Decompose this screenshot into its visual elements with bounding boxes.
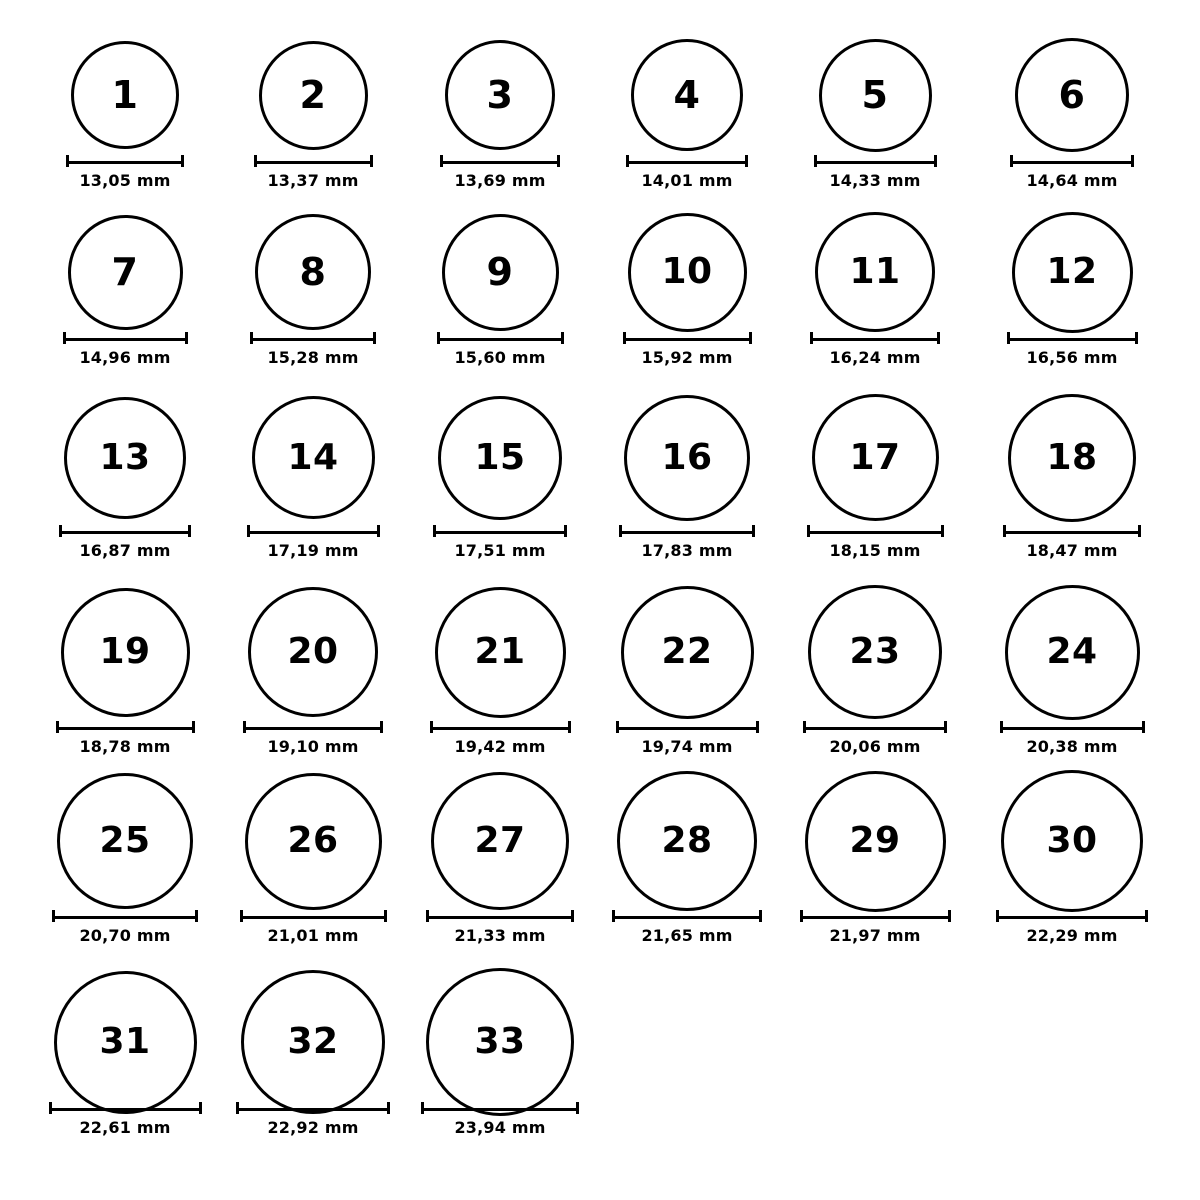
ring-circle [68,215,183,330]
measure-cap-right [387,1102,390,1114]
ring-diameter-label: 18,47 mm [1026,541,1118,560]
measure-line [66,161,184,164]
ring-circle [255,214,371,330]
ring-circle-wrap [621,583,754,721]
ring-size-number: 10 [661,251,713,292]
measure-cap-left [236,1102,239,1114]
ring-diameter-label: 16,24 mm [829,348,921,367]
measure-cap-left [1003,525,1006,537]
diameter-measure-bar [254,155,373,167]
ring-size-number: 14 [287,436,339,478]
diameter-measure-bar [440,155,560,167]
ring-size-number: 12 [1046,251,1098,292]
diameter-measure-bar [814,155,937,167]
measure-cap-left [807,525,810,537]
ring-size-cell [218,583,408,756]
ring-circle [1015,38,1129,152]
ring-circle [805,771,946,912]
ring-circle [631,39,743,151]
ring-circle-wrap [628,212,747,332]
ring-size-cell [780,390,970,560]
measure-line [803,727,947,730]
ring-circle-wrap [57,772,193,910]
ring-size-cell [405,583,595,756]
diameter-measure-bar [430,721,571,733]
ring-size-number: 21 [474,631,526,672]
ring-circle-wrap [438,390,562,525]
measure-cap-right [195,910,198,922]
ring-size-number: 27 [474,820,526,861]
ring-circle [252,396,375,519]
ring-circle [819,39,932,152]
measure-cap-left [1000,721,1003,733]
diameter-measure-bar [800,910,951,922]
ring-diameter-label: 17,51 mm [454,541,546,560]
ring-size-cell [30,390,220,560]
ring-circle [1012,212,1133,333]
measure-cap-left [810,332,813,344]
ring-circle-wrap [812,390,939,525]
ring-diameter-label: 19,10 mm [267,737,359,756]
measure-cap-left [623,332,626,344]
ring-circle-wrap [808,583,942,721]
ring-circle [431,772,569,910]
ring-circle-wrap [624,390,750,525]
ring-size-number: 2 [299,73,327,117]
measure-cap-right [752,525,755,537]
ring-diameter-label: 19,74 mm [641,737,733,756]
ring-size-cell [218,982,408,1137]
ring-size-number: 32 [287,1021,339,1062]
measure-cap-right [199,1102,202,1114]
diameter-measure-bar [243,721,383,733]
ring-circle-wrap [442,212,559,332]
ring-size-cell [218,212,408,367]
ring-circle [64,397,186,519]
diameter-measure-bar [250,332,376,344]
ring-size-number: 6 [1058,73,1086,117]
measure-cap-left [800,910,803,922]
ring-size-number: 17 [849,436,901,478]
ring-circle-wrap [252,390,375,525]
ring-diameter-label: 14,33 mm [829,171,921,190]
ring-size-cell [30,982,220,1137]
ring-size-cell [780,212,970,367]
ring-size-cell [405,772,595,945]
measure-cap-right [557,155,560,167]
diameter-measure-bar [623,332,752,344]
ring-diameter-label: 22,92 mm [267,1118,359,1137]
ring-circle-wrap [245,772,382,910]
measure-cap-left [626,155,629,167]
measure-cap-right [561,332,564,344]
measure-cap-right [568,721,571,733]
measure-cap-right [185,332,188,344]
ring-diameter-label: 14,96 mm [79,348,171,367]
diameter-measure-bar [240,910,387,922]
ring-size-number: 26 [287,820,339,861]
ring-diameter-label: 15,28 mm [267,348,359,367]
ring-size-number: 5 [861,73,889,117]
measure-line [243,727,383,730]
measure-line [236,1108,390,1111]
measure-cap-right [188,525,191,537]
ring-circle-wrap [819,35,932,155]
ring-diameter-label: 21,65 mm [641,926,733,945]
ring-circle [241,970,385,1114]
measure-cap-left [803,721,806,733]
ring-circle [71,41,179,149]
diameter-measure-bar [421,1102,579,1114]
measure-cap-right [377,525,380,537]
ring-size-cell [30,583,220,756]
measure-cap-right [745,155,748,167]
measure-line [254,161,373,164]
measure-line [810,338,940,341]
measure-cap-right [941,525,944,537]
measure-cap-right [384,910,387,922]
measure-cap-left [63,332,66,344]
ring-size-number: 22 [661,631,713,672]
measure-cap-right [937,332,940,344]
diameter-measure-bar [56,721,195,733]
measure-line [440,161,560,164]
measure-cap-left [616,721,619,733]
measure-line [250,338,376,341]
measure-cap-left [59,525,62,537]
measure-cap-right [1135,332,1138,344]
measure-cap-left [437,332,440,344]
ring-circle [812,394,939,521]
diameter-measure-bar [1010,155,1134,167]
ring-size-cell [592,212,782,367]
measure-line [437,338,564,341]
diameter-measure-bar [59,525,191,537]
ring-circle-wrap [1015,35,1129,155]
ring-circle-wrap [1005,583,1140,721]
ring-diameter-label: 20,70 mm [79,926,171,945]
ring-circle [621,586,754,719]
measure-cap-right [944,721,947,733]
ring-diameter-label: 18,15 mm [829,541,921,560]
ring-size-number: 24 [1046,631,1098,672]
ring-circle [259,41,368,150]
diameter-measure-bar [66,155,184,167]
ring-diameter-label: 16,87 mm [79,541,171,560]
ring-circle [54,971,197,1114]
diameter-measure-bar [49,1102,202,1114]
measure-cap-left [440,155,443,167]
ring-circle-wrap [815,212,935,332]
measure-cap-left [243,721,246,733]
ring-circle-wrap [54,982,197,1102]
ring-diameter-label: 17,19 mm [267,541,359,560]
measure-cap-left [814,155,817,167]
ring-circle-wrap [1008,390,1136,525]
ring-size-cell [405,35,595,190]
measure-cap-left [996,910,999,922]
measure-cap-left [1007,332,1010,344]
ring-circle-wrap [435,583,566,721]
ring-size-cell [30,212,220,367]
ring-size-number: 1 [111,73,139,117]
ring-circle [628,213,747,332]
measure-cap-left [49,1102,52,1114]
ring-size-number: 3 [486,73,514,117]
measure-line [626,161,748,164]
ring-size-cell [977,583,1167,756]
ring-size-number: 11 [849,251,901,292]
measure-line [421,1108,579,1111]
measure-cap-left [421,1102,424,1114]
ring-size-cell [977,35,1167,190]
ring-circle [815,212,935,332]
ring-circle-wrap [241,982,385,1102]
ring-circle-wrap [631,35,743,155]
ring-circle-wrap [255,212,371,332]
ring-diameter-label: 21,33 mm [454,926,546,945]
ring-size-cell [977,390,1167,560]
ring-diameter-label: 21,97 mm [829,926,921,945]
measure-line [996,916,1148,919]
ring-diameter-label: 21,01 mm [267,926,359,945]
measure-cap-right [749,332,752,344]
measure-line [623,338,752,341]
ring-diameter-label: 15,92 mm [641,348,733,367]
ring-circle-wrap [71,35,179,155]
ring-diameter-label: 13,69 mm [454,171,546,190]
ring-circle [1001,770,1143,912]
measure-cap-right [571,910,574,922]
ring-circle-wrap [617,772,757,910]
measure-cap-right [759,910,762,922]
ring-circle-wrap [445,35,555,155]
ring-diameter-label: 20,06 mm [829,737,921,756]
ring-size-number: 28 [661,820,713,861]
ring-size-number: 8 [299,250,327,294]
measure-line [814,161,937,164]
measure-line [616,727,759,730]
ring-circle [245,773,382,910]
measure-cap-left [240,910,243,922]
measure-line [1003,531,1141,534]
ring-size-number: 25 [99,820,151,861]
ring-circle [442,214,559,331]
ring-circle-wrap [1012,212,1133,332]
ring-diameter-label: 23,94 mm [454,1118,546,1137]
diameter-measure-bar [437,332,564,344]
ring-diameter-label: 20,38 mm [1026,737,1118,756]
ring-diameter-label: 16,56 mm [1026,348,1118,367]
measure-cap-left [1010,155,1013,167]
ring-circle-wrap [805,772,946,910]
ring-size-number: 23 [849,631,901,672]
measure-cap-right [1138,525,1141,537]
measure-cap-left [66,155,69,167]
diameter-measure-bar [1000,721,1145,733]
diameter-measure-bar [626,155,748,167]
ring-size-number: 9 [486,250,514,294]
measure-cap-right [192,721,195,733]
measure-line [800,916,951,919]
ring-size-number: 7 [111,250,139,294]
measure-cap-right [948,910,951,922]
ring-size-number: 19 [99,631,151,672]
diameter-measure-bar [810,332,940,344]
measure-line [52,916,198,919]
measure-cap-right [1145,910,1148,922]
measure-line [426,916,574,919]
measure-line [619,531,755,534]
ring-size-number: 33 [474,1021,526,1062]
ring-size-number: 4 [673,73,701,117]
ring-diameter-label: 22,61 mm [79,1118,171,1137]
ring-size-cell [592,390,782,560]
ring-circle-wrap [1001,772,1143,910]
ring-size-number: 30 [1046,820,1098,861]
ring-size-cell [218,772,408,945]
ring-size-number: 29 [849,820,901,861]
measure-cap-right [181,155,184,167]
measure-cap-left [56,721,59,733]
ring-circle-wrap [64,390,186,525]
diameter-measure-bar [807,525,944,537]
measure-cap-left [619,525,622,537]
measure-cap-left [247,525,250,537]
diameter-measure-bar [803,721,947,733]
ring-diameter-label: 19,42 mm [454,737,546,756]
ring-diameter-label: 14,01 mm [641,171,733,190]
measure-cap-left [612,910,615,922]
measure-cap-right [373,332,376,344]
measure-line [63,338,188,341]
diameter-measure-bar [1007,332,1138,344]
measure-cap-right [564,525,567,537]
measure-line [433,531,567,534]
ring-circle-wrap [426,982,574,1102]
ring-diameter-label: 22,29 mm [1026,926,1118,945]
measure-cap-right [934,155,937,167]
ring-size-cell [780,772,970,945]
ring-circle-wrap [68,212,183,332]
ring-diameter-label: 17,83 mm [641,541,733,560]
ring-circle [438,396,562,520]
ring-circle [624,395,750,521]
measure-cap-right [1131,155,1134,167]
diameter-measure-bar [236,1102,390,1114]
measure-line [430,727,571,730]
measure-cap-right [1142,721,1145,733]
ring-size-cell [218,390,408,560]
diameter-measure-bar [433,525,567,537]
measure-line [59,531,191,534]
measure-line [1007,338,1138,341]
ring-size-cell [30,35,220,190]
ring-diameter-label: 15,60 mm [454,348,546,367]
ring-size-number: 16 [661,436,713,478]
ring-size-cell [405,390,595,560]
measure-line [49,1108,202,1111]
ring-size-number: 31 [99,1021,151,1062]
ring-circle [57,773,193,909]
measure-cap-left [254,155,257,167]
ring-circle-wrap [259,35,368,155]
measure-line [1000,727,1145,730]
diameter-measure-bar [1003,525,1141,537]
ring-size-cell [977,772,1167,945]
ring-diameter-label: 14,64 mm [1026,171,1118,190]
ring-size-cell [780,583,970,756]
ring-size-cell [592,583,782,756]
ring-size-number: 13 [99,436,151,478]
measure-line [56,727,195,730]
ring-size-number: 15 [474,436,526,478]
measure-cap-left [430,721,433,733]
measure-cap-left [250,332,253,344]
ring-size-cell [592,35,782,190]
measure-cap-right [380,721,383,733]
measure-line [240,916,387,919]
measure-line [807,531,944,534]
ring-circle [435,587,566,718]
diameter-measure-bar [247,525,380,537]
ring-circle [61,588,190,717]
ring-size-number: 20 [287,631,339,672]
measure-cap-right [370,155,373,167]
diameter-measure-bar [63,332,188,344]
ring-diameter-label: 13,05 mm [79,171,171,190]
ring-circle [617,771,757,911]
measure-line [612,916,762,919]
diameter-measure-bar [612,910,762,922]
ring-size-cell [405,212,595,367]
measure-cap-left [426,910,429,922]
ring-circle-wrap [431,772,569,910]
diameter-measure-bar [619,525,755,537]
ring-circle [248,587,378,717]
measure-cap-right [756,721,759,733]
ring-circle [1008,394,1136,522]
ring-size-cell [405,982,595,1137]
ring-size-cell [592,772,782,945]
ring-size-number: 18 [1046,436,1098,478]
ring-size-cell [977,212,1167,367]
ring-size-cell [218,35,408,190]
ring-circle [1005,585,1140,720]
diameter-measure-bar [52,910,198,922]
ring-size-cell [780,35,970,190]
measure-line [247,531,380,534]
diameter-measure-bar [996,910,1148,922]
measure-line [1010,161,1134,164]
ring-circle-wrap [248,583,378,721]
diameter-measure-bar [616,721,759,733]
ring-circle [426,968,574,1116]
ring-diameter-label: 13,37 mm [267,171,359,190]
ring-circle [808,585,942,719]
ring-circle-wrap [61,583,190,721]
measure-cap-left [52,910,55,922]
ring-size-cell [30,772,220,945]
ring-circle [445,40,555,150]
diameter-measure-bar [426,910,574,922]
measure-cap-right [576,1102,579,1114]
measure-cap-left [433,525,436,537]
ring-diameter-label: 18,78 mm [79,737,171,756]
